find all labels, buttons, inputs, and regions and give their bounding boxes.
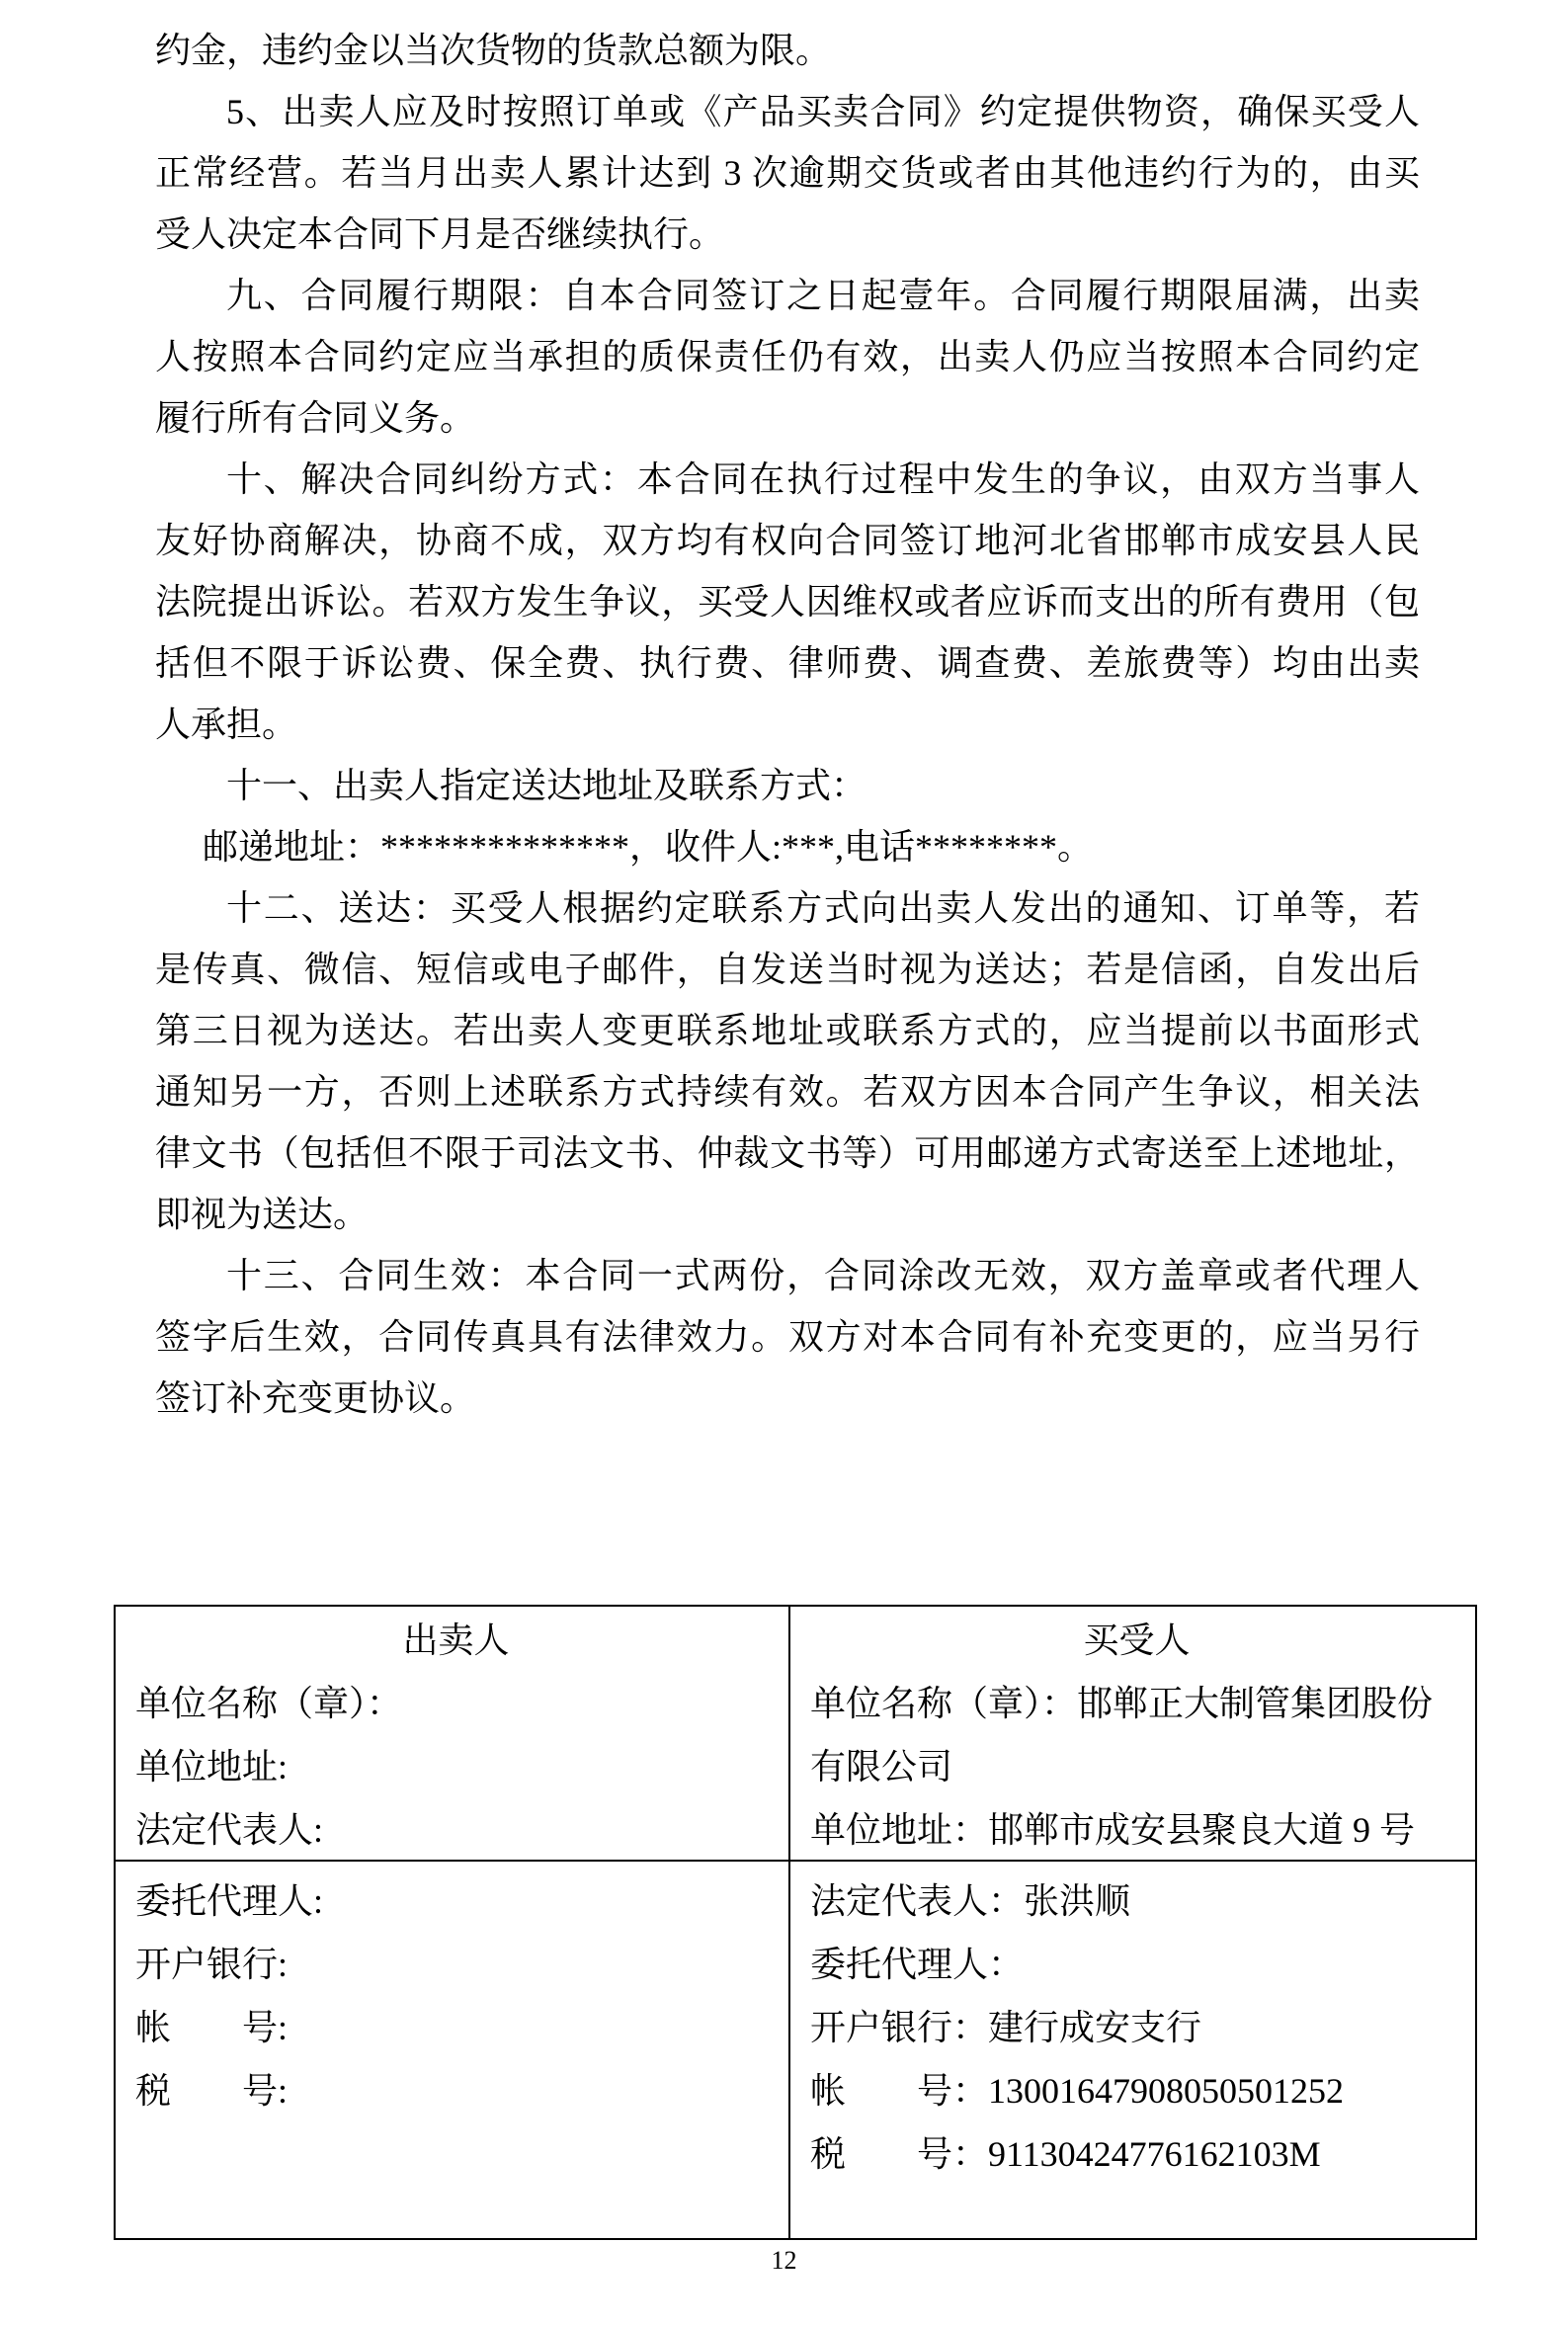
seller-agent-label: 委托代理人:: [135, 1881, 324, 1921]
body-line: 签订补充变更协议。: [155, 1378, 476, 1418]
contract-body-text: [155, 20, 1420, 1429]
buyer-info-bottom-cell: [790, 1862, 1475, 2238]
body-line: 通知另一方，否则上述联系方式持续有效。若双方因本合同产生争议，相关法: [155, 1072, 1420, 1112]
buyer-legal-rep: 法定代表人：张洪顺: [810, 1881, 1131, 1921]
body-line: 邮递地址：**************，收件人:***,电话********。: [203, 827, 1094, 867]
seller-address-label: 单位地址:: [135, 1747, 289, 1786]
body-line: 签字后生效，合同传真具有法律效力。双方对本合同有补充变更的，应当另行: [155, 1317, 1420, 1357]
seller-tax-label: 税 号:: [135, 2071, 289, 2111]
buyer-header: 买受人: [1083, 1620, 1191, 1660]
body-line: 括但不限于诉讼费、保全费、执行费、律师费、调查费、差旅费等）均由出卖: [155, 643, 1420, 683]
body-line: 十三、合同生效：本合同一式两份，合同涂改无效，双方盖章或者代理人: [226, 1256, 1420, 1295]
body-line: 受人决定本合同下月是否继续执行。: [155, 214, 725, 254]
buyer-agent-label: 委托代理人：: [810, 1945, 1025, 1984]
body-line: 约金，违约金以当次货物的货款总额为限。: [155, 31, 832, 70]
body-line: 人承担。: [155, 705, 298, 744]
body-line: 律文书（包括但不限于司法文书、仲裁文书等）可用邮递方式寄送至上述地址，: [155, 1133, 1420, 1173]
buyer-company-name: 单位名称（章）：邯郸正大制管集团股份: [810, 1684, 1434, 1723]
body-line: 法院提出诉讼。若双方发生争议，买受人因维权或者应诉而支出的所有费用（包: [155, 582, 1420, 622]
seller-company-name-label: 单位名称（章）：: [135, 1684, 403, 1723]
body-line: 履行所有合同义务。: [155, 398, 476, 438]
body-line: 正常经营。若当月出卖人累计达到 3 次逾期交货或者由其他违约行为的，由买: [155, 153, 1420, 193]
body-line: 十一、出卖人指定送达地址及联系方式：: [226, 766, 867, 805]
seller-header: 出卖人: [402, 1620, 510, 1660]
body-line: 是传真、微信、短信或电子邮件，自发送当时视为送达；若是信函，自发出后: [155, 950, 1420, 989]
body-line: 友好协商解决，协商不成，双方均有权向合同签订地河北省邯郸市成安县人民: [155, 521, 1420, 560]
buyer-address: 单位地址：邯郸市成安县聚良大道 9 号: [810, 1810, 1416, 1850]
seller-legal-rep-label: 法定代表人:: [135, 1810, 324, 1850]
page-number: 12: [771, 2246, 797, 2275]
body-line: 九、合同履行期限：自本合同签订之日起壹年。合同履行期限届满，出卖: [226, 276, 1420, 315]
buyer-info-top-cell: [790, 1607, 1475, 1862]
buyer-tax-number: 税 号：91130424776162103M: [810, 2134, 1321, 2174]
seller-info-top-cell: [116, 1607, 790, 1862]
body-line: 十二、送达：买受人根据约定联系方式向出卖人发出的通知、订单等，若: [226, 888, 1420, 928]
buyer-account-number: 帐 号：13001647908050501252: [810, 2071, 1345, 2111]
buyer-company-name-cont: 有限公司: [810, 1747, 953, 1786]
body-line: 第三日视为送达。若出卖人变更联系地址或联系方式的，应当提前以书面形式: [155, 1011, 1420, 1050]
body-line: 5、出卖人应及时按照订单或《产品买卖合同》约定提供物资，确保买受人: [226, 92, 1420, 131]
seller-account-label: 帐 号:: [135, 2008, 289, 2047]
parties-table: [114, 1605, 1477, 2240]
buyer-bank: 开户银行：建行成安支行: [810, 2008, 1202, 2047]
body-line: 十、解决合同纠纷方式：本合同在执行过程中发生的争议，由双方当事人: [226, 459, 1420, 499]
seller-info-bottom-cell: [116, 1862, 790, 2238]
seller-bank-label: 开户银行:: [135, 1945, 289, 1984]
body-line: 人按照本合同约定应当承担的质保责任仍有效，出卖人仍应当按照本合同约定: [155, 337, 1420, 376]
body-line: 即视为送达。: [155, 1195, 370, 1234]
